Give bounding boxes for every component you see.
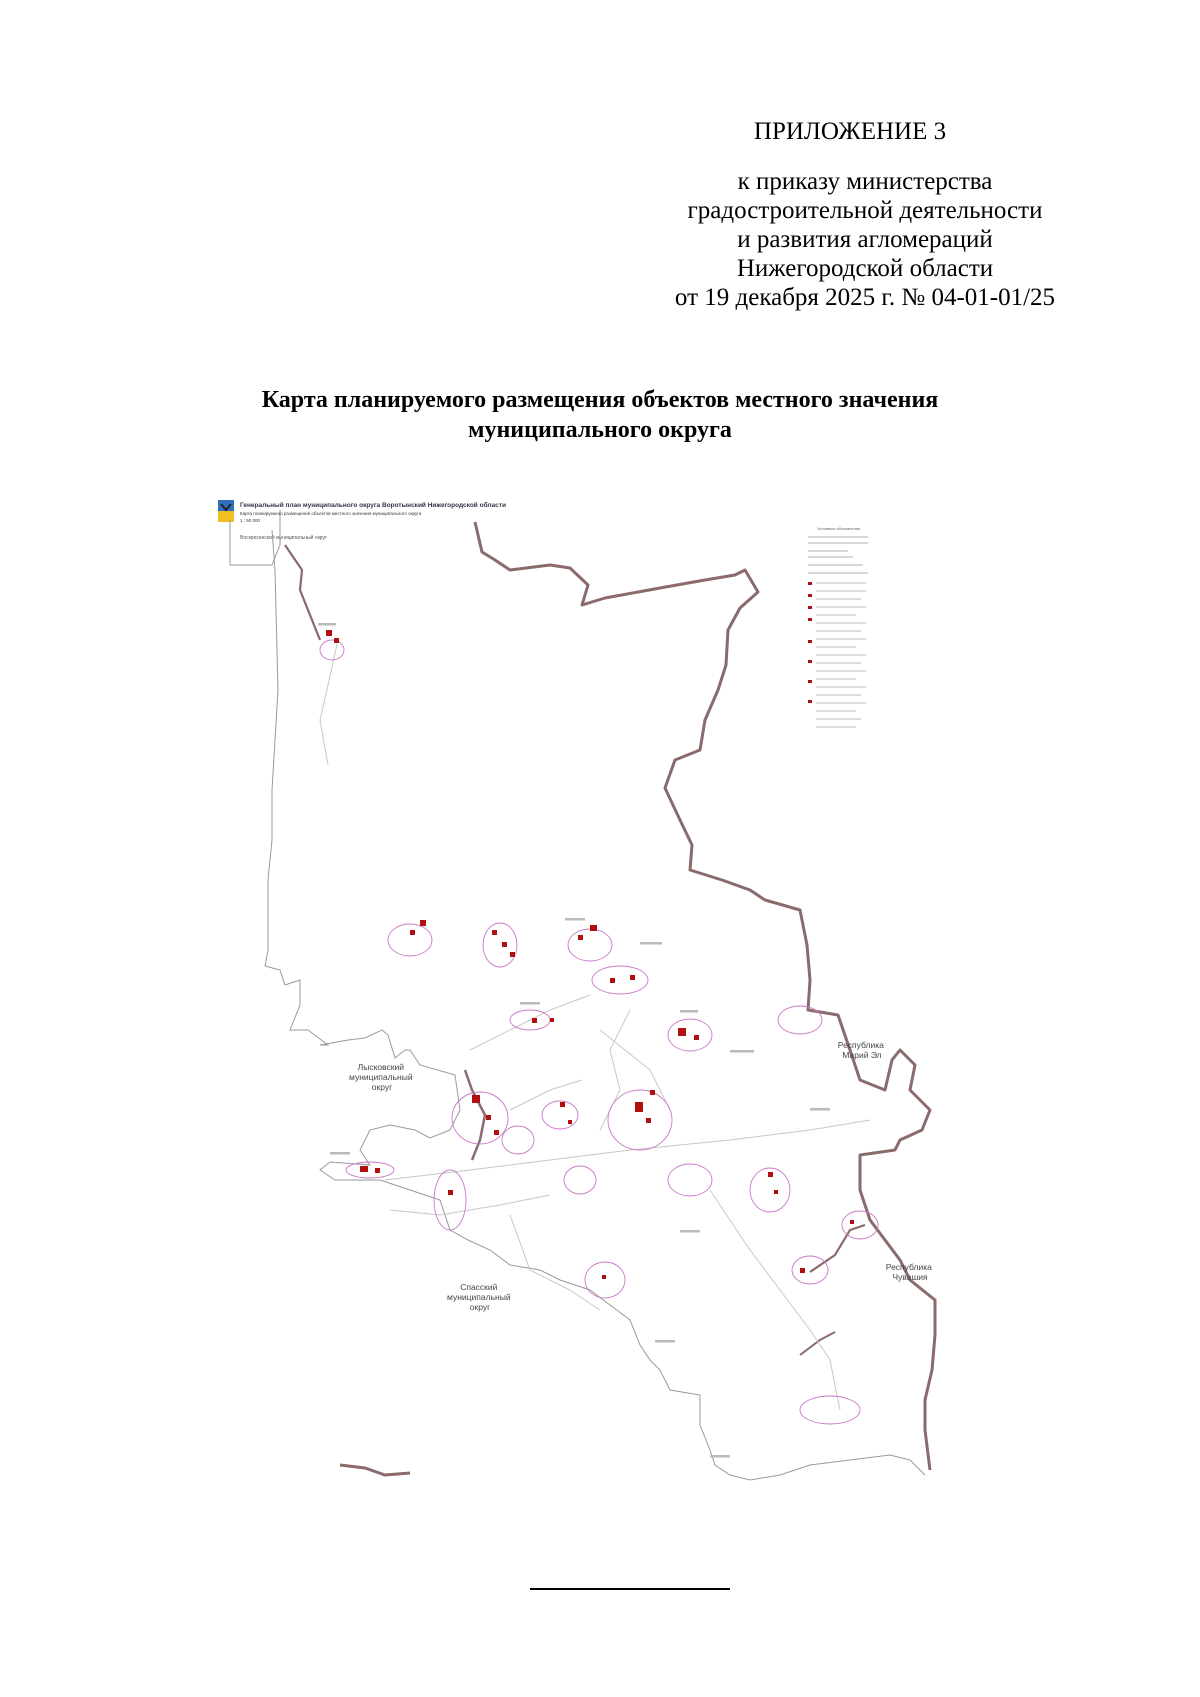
map-header-subtitle: Карта планируемого размещения объектов местного значения муниципального округа: [240, 511, 422, 516]
appendix-line: от 19 декабря 2025 г. № 04-01-01/25: [674, 284, 1056, 311]
settlements: [320, 640, 878, 1424]
district-boundary-west: [285, 545, 320, 640]
map-header: [218, 500, 506, 541]
neighbor-east-1-label: Республика Марий Эл: [837, 1040, 884, 1060]
appendix-line: Нижегородской области: [736, 255, 994, 282]
map-header-title: Генеральный план муниципального округа Воротынский Нижегородской области: [240, 502, 506, 509]
document-title: [150, 385, 1050, 445]
appendix-line: к приказу министерства: [737, 168, 993, 195]
map-header-scale: 1 : 50 000: [240, 518, 261, 523]
roads: [320, 640, 870, 1410]
place-labels: [318, 623, 830, 1458]
appendix-title: ПРИЛОЖЕНИЕ 3: [753, 118, 947, 145]
appendix-reference: [630, 167, 1100, 312]
document-title-line: Карта планируемого размещения объектов местного значения: [261, 387, 939, 413]
district-boundary: [475, 522, 935, 1470]
svg-text:Условные обозначения: Условные обозначения: [817, 526, 861, 531]
neighbor-south-label: Спасский муниципальный округ: [447, 1282, 511, 1312]
appendix-line: градостроительной деятельности: [687, 197, 1043, 224]
neighbor-labels: [349, 1040, 934, 1312]
document-title-line: муниципального округа: [468, 417, 732, 443]
planned-objects: [326, 630, 854, 1279]
bottom-rule: [530, 1588, 730, 1590]
district-map: [210, 490, 1070, 1565]
map-legend: [808, 526, 868, 728]
appendix-line: и развития агломераций: [737, 226, 993, 253]
neighbor-west-label: Лысковский муниципальный округ: [349, 1062, 413, 1092]
neighbor-east-2-label: Республика Чувашия: [885, 1262, 932, 1282]
neighbor-north-label: Воскресенский муниципальный округ: [240, 535, 327, 541]
